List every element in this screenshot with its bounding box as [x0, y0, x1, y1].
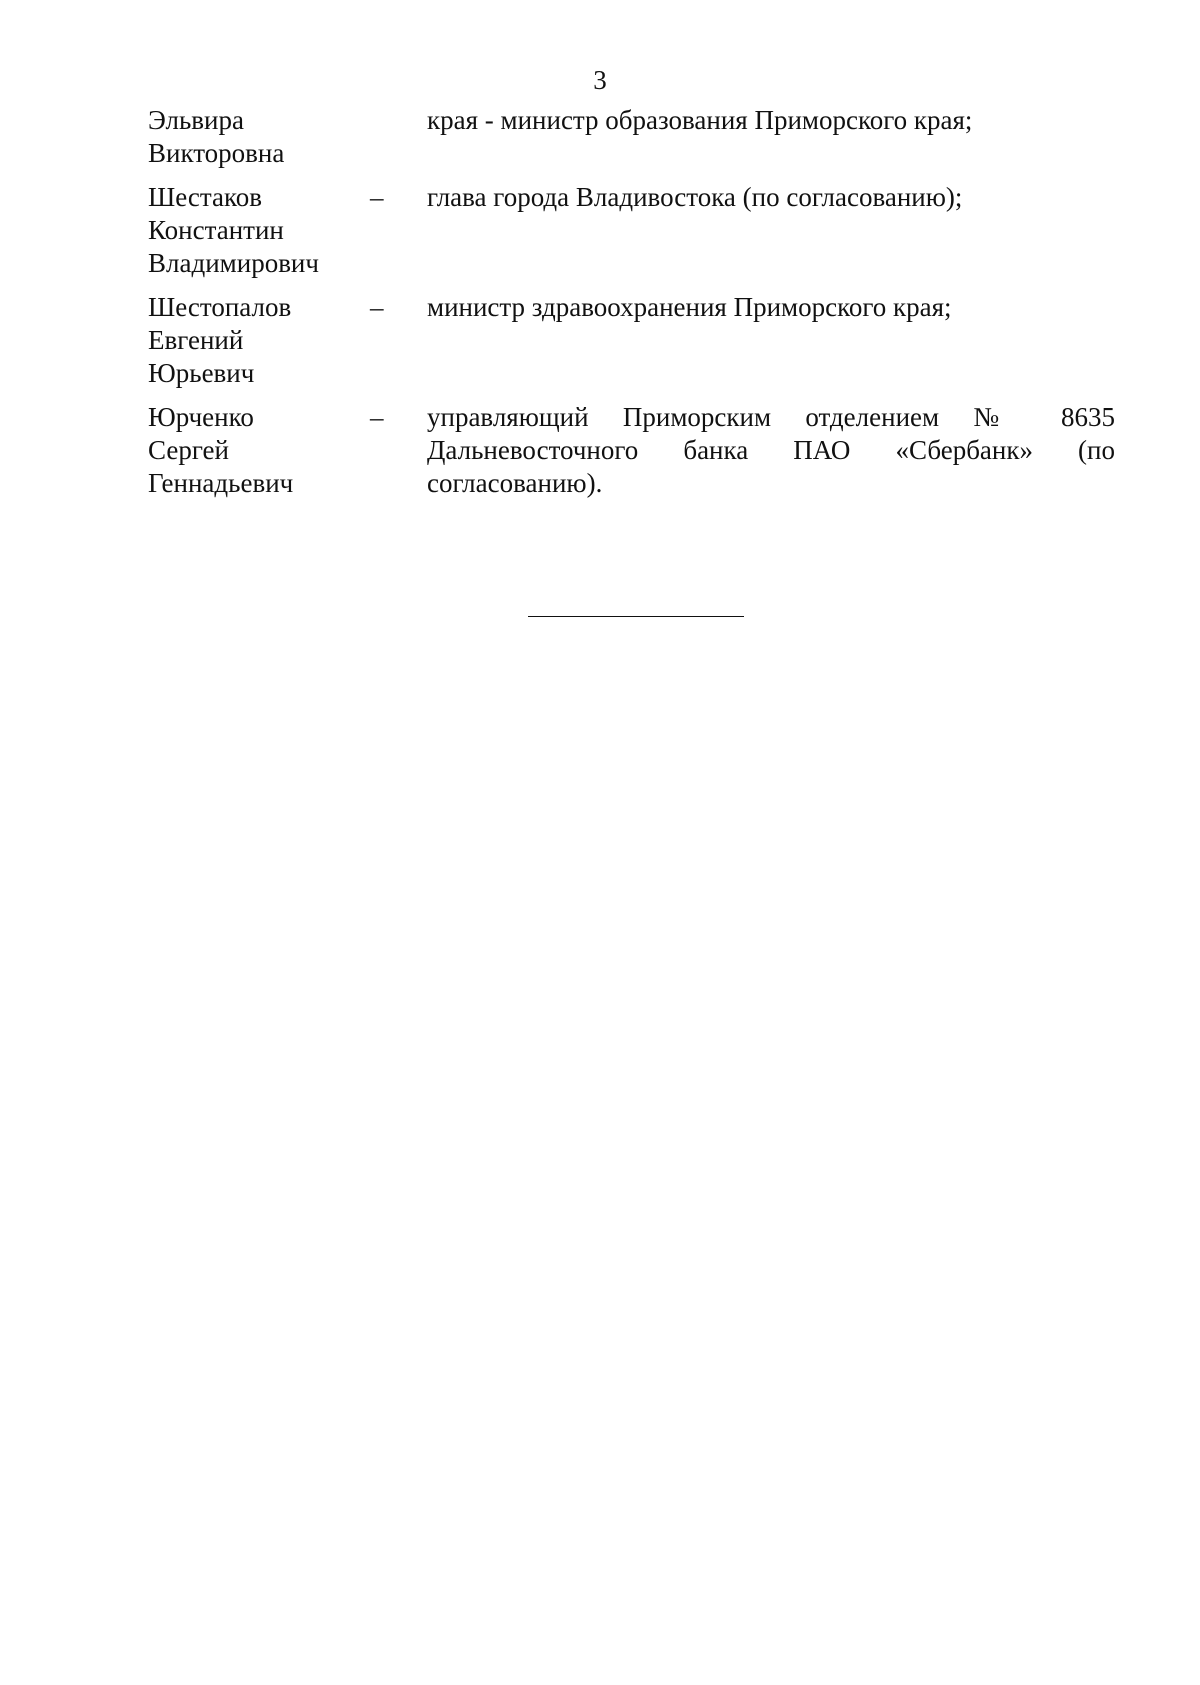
member-name-line: Евгений: [148, 325, 244, 355]
end-of-list-rule: [528, 616, 744, 617]
member-name-line: Шестаков: [148, 182, 262, 212]
member-name-line: Константин: [148, 215, 284, 245]
member-name-line: Юрьевич: [148, 358, 255, 388]
member-name-line: Юрченко: [148, 402, 254, 432]
member-position-line: Дальневосточного банка ПАО «Сбербанк» (по: [427, 435, 1115, 465]
member-list: [148, 104, 1118, 511]
member-name-line: Викторовна: [148, 138, 285, 168]
entry-dash: –: [370, 182, 384, 212]
member-position: [427, 104, 1115, 137]
member-name: [148, 401, 370, 500]
member-position: [427, 181, 1115, 214]
member-position-line: глава города Владивостока (по согласованию);: [427, 182, 963, 212]
member-position-line: согласованию).: [427, 468, 603, 498]
member-name-line: Эльвира: [148, 105, 244, 135]
member-position: [427, 291, 1115, 324]
member-name-line: Сергей: [148, 435, 229, 465]
member-name: [148, 181, 370, 280]
member-position-line: министр здравоохранения Приморского края;: [427, 292, 952, 322]
member-name: [148, 104, 370, 170]
list-item: [148, 401, 1118, 500]
member-position-line: края - министр образования Приморского края;: [427, 105, 973, 135]
list-item: [148, 291, 1118, 390]
member-name-line: Шестопалов: [148, 292, 292, 322]
member-position: [427, 401, 1115, 500]
entry-dash: –: [370, 292, 384, 322]
list-item: [148, 104, 1118, 170]
member-name: [148, 291, 370, 390]
entry-dash: –: [370, 402, 384, 432]
page-number: 3: [593, 65, 607, 95]
member-position-line: управляющий Приморским отделением № 8635: [427, 402, 1115, 432]
list-item: [148, 181, 1118, 280]
member-name-line: Геннадьевич: [148, 468, 294, 498]
member-name-line: Владимирович: [148, 248, 319, 278]
